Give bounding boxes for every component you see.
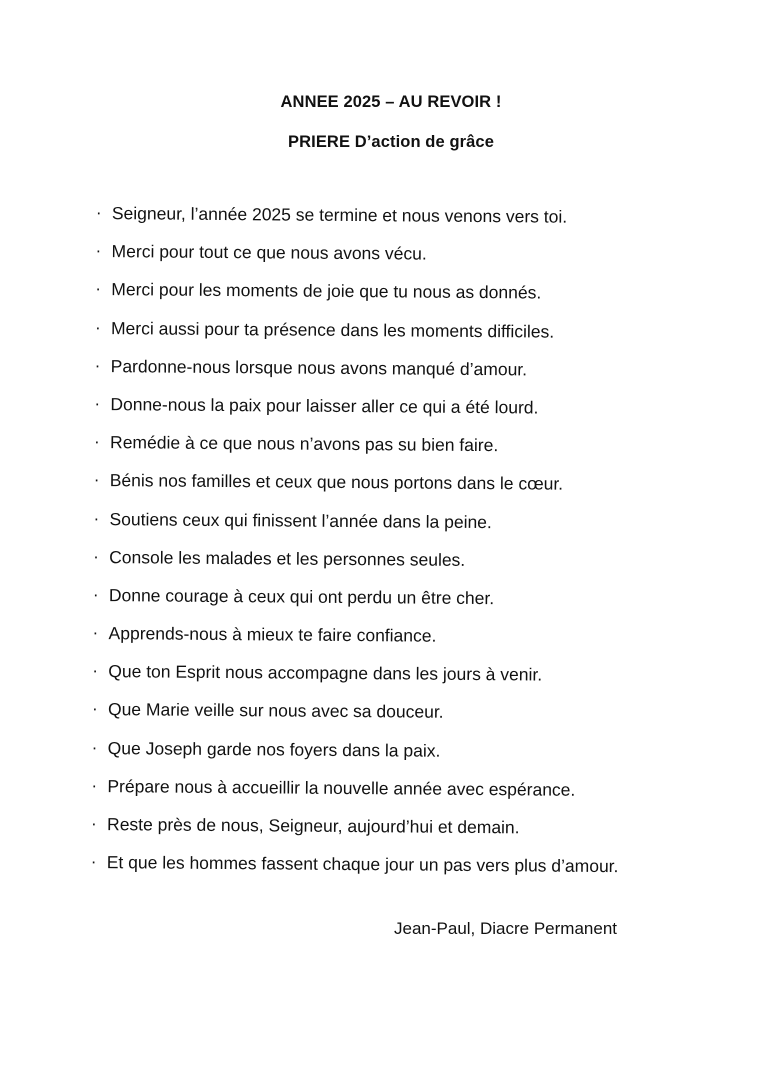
prayer-lines xyxy=(91,200,696,892)
prayer-line-text: Seigneur, l’année 2025 se termine et nous venons vers toi. xyxy=(111,203,568,227)
signature: Jean-Paul, Diacre Permanent xyxy=(394,919,618,938)
prayer-line-text: Remédie à ce que nous n’avons pas su bien faire. xyxy=(110,432,499,456)
prayer-line xyxy=(91,849,691,892)
document-title: ANNEE 2025 – AU REVOIR ! xyxy=(280,93,502,111)
bullet-icon: · xyxy=(93,470,100,490)
bullet-icon: · xyxy=(90,852,97,872)
prayer-line xyxy=(95,276,695,319)
prayer-line xyxy=(96,200,696,243)
prayer-line xyxy=(93,505,693,548)
bullet-icon: · xyxy=(95,202,102,223)
document-subtitle: PRIERE D’action de grâce xyxy=(288,133,494,151)
prayer-line xyxy=(91,811,691,854)
prayer-line-text: Merci pour les moments de joie que tu nous as donnés. xyxy=(111,279,542,303)
prayer-line-text: Donne-nous la paix pour laisser aller ce qui a été lourd. xyxy=(110,394,539,418)
bullet-icon: · xyxy=(94,317,101,337)
bullet-icon: · xyxy=(95,241,102,261)
prayer-line-text: Que Marie veille sur nous avec sa douceur. xyxy=(107,699,444,723)
bullet-icon: · xyxy=(91,775,98,795)
prayer-line xyxy=(94,467,694,510)
prayer-line xyxy=(94,429,694,472)
prayer-line xyxy=(95,238,695,281)
prayer-line xyxy=(93,544,693,587)
bullet-icon: · xyxy=(92,661,99,681)
prayer-line xyxy=(95,315,695,358)
bullet-icon: · xyxy=(94,355,101,375)
prayer-line-text: Merci aussi pour ta présence dans les moments difficiles. xyxy=(110,317,555,342)
bullet-icon: · xyxy=(91,699,98,719)
prayer-line xyxy=(91,773,691,816)
prayer-line-text: Console les malades et les personnes seules. xyxy=(109,546,466,570)
prayer-line xyxy=(92,658,692,701)
prayer-line-text: Que Joseph garde nos foyers dans la paix. xyxy=(107,737,441,761)
prayer-line xyxy=(92,735,692,778)
prayer-line xyxy=(95,353,695,396)
bullet-icon: · xyxy=(93,546,99,566)
prayer-line-text: Apprends-nous à mieux te faire confiance. xyxy=(108,623,437,646)
bullet-icon: · xyxy=(93,508,100,528)
prayer-line-text: Merci pour tout ce que nous avons vécu. xyxy=(111,241,427,264)
bullet-icon: · xyxy=(92,584,99,604)
prayer-line-text: Que ton Esprit nous accompagne dans les jours à venir. xyxy=(108,661,543,685)
prayer-line-text: Pardonne-nous lorsque nous avons manqué d’amour. xyxy=(110,355,528,380)
prayer-line-text: Donne courage à ceux qui ont perdu un être cher. xyxy=(108,584,495,609)
prayer-line-text: Soutiens ceux qui finissent l’année dans la peine. xyxy=(109,508,492,532)
bullet-icon: · xyxy=(94,432,100,452)
prayer-line xyxy=(92,620,692,663)
bullet-icon: · xyxy=(92,623,99,643)
prayer-line-text: Prépare nous à accueillir la nouvelle année avec espérance. xyxy=(107,775,576,800)
prayer-line xyxy=(93,582,693,625)
prayer-line xyxy=(92,696,692,739)
prayer-line-text: Et que les hommes fassent chaque jour un pas vers plus d’amour. xyxy=(106,852,619,877)
prayer-line-text: Reste près de nous, Seigneur, aujourd’hui et demain. xyxy=(107,814,520,838)
prayer-line xyxy=(94,391,694,434)
bullet-icon: · xyxy=(91,813,97,834)
bullet-icon: · xyxy=(91,737,98,757)
prayer-line-text: Bénis nos familles et ceux que nous portons dans le cœur. xyxy=(109,470,564,494)
bullet-icon: · xyxy=(95,279,102,299)
bullet-icon: · xyxy=(94,393,101,413)
